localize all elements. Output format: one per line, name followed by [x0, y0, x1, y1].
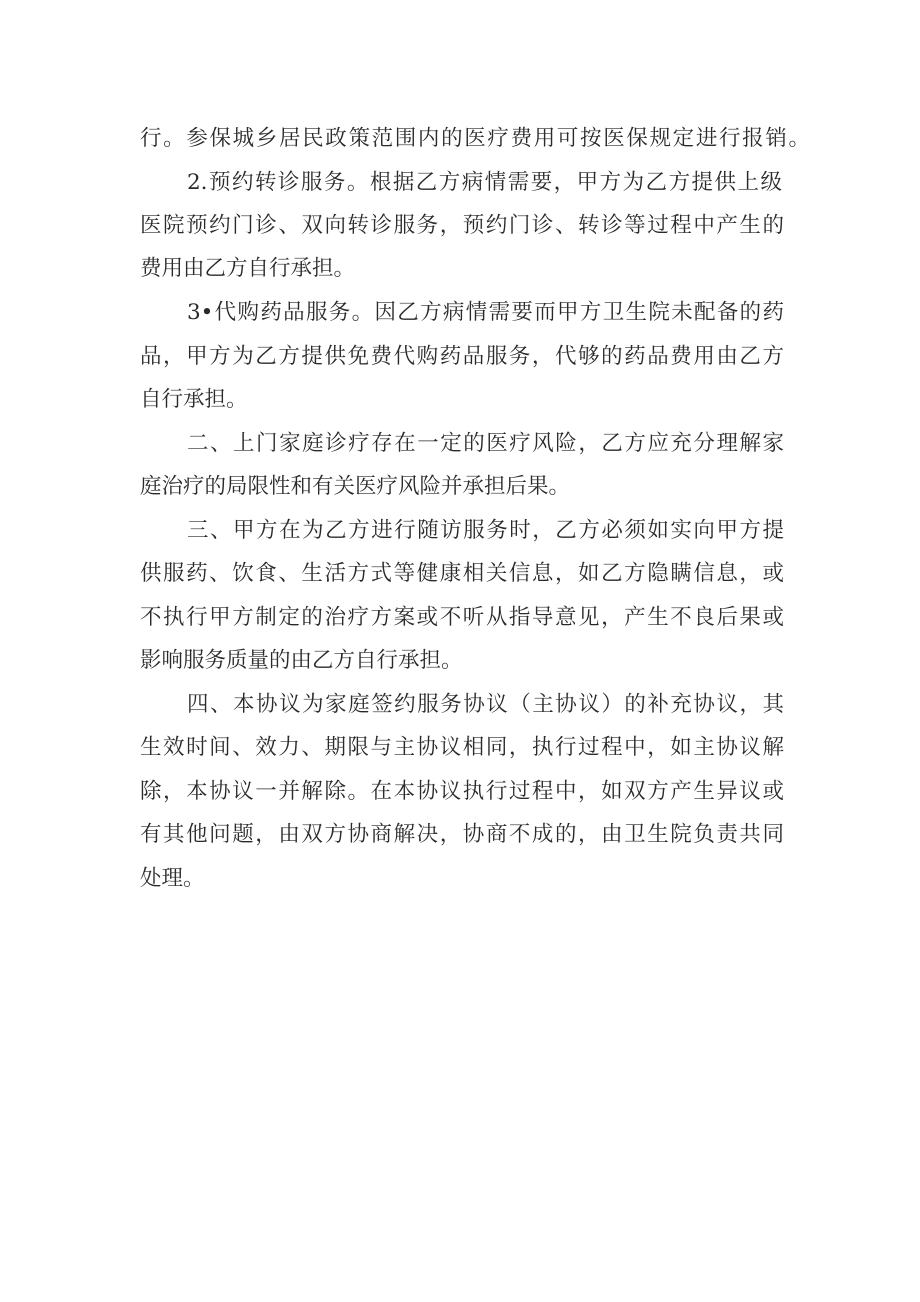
- text-line: 3•代购药品服务。因乙方病情需要而甲方卫生院未配备的药: [187, 300, 784, 325]
- text-line: 生效时间、效力、期限与主协议相同，执行过程中，如主协议解: [140, 735, 784, 760]
- text-line: 不执行甲方制定的治疗方案或不听从指导意见，产生不良后果或: [140, 605, 784, 630]
- text-line: 2.预约转诊服务。根据乙方病情需要，甲方为乙方提供上级: [187, 170, 782, 195]
- text-line: 医院预约门诊、双向转诊服务，预约门诊、转诊等过程中产生的: [140, 213, 784, 238]
- text-line: 庭治疗的局限性和有关医疗风险并承担后果。: [140, 474, 571, 499]
- text-line: 供服药、饮食、生活方式等健康相关信息，如乙方隐瞒信息，或: [140, 561, 784, 586]
- text-line: 有其他问题，由双方协商解决，协商不成的，由卫生院负责共同: [140, 822, 784, 847]
- text-line: 二、上门家庭诊疗存在一定的医疗风险，乙方应充分理解家: [187, 431, 784, 456]
- text-line: 影响服务质量的由乙方自行承担。: [140, 648, 463, 673]
- text-line: 费用由乙方自行承担。: [140, 256, 356, 281]
- text-line: 四、本协议为家庭签约服务协议（主协议）的补充协议，其: [187, 692, 784, 717]
- text-line: 品，甲方为乙方提供免费代购药品服务，代够的药品费用由乙方: [140, 344, 784, 369]
- text-line: 自行承担。: [140, 387, 248, 412]
- text-line: 行。参保城乡居民政策范围内的医疗费用可按医保规定进行报销。: [140, 126, 810, 151]
- text-line: 除，本协议一并解除。在本协议执行过程中，如双方产生异议或: [140, 779, 784, 804]
- text-line: 三、甲方在为乙方进行随访服务时，乙方必须如实向甲方提: [187, 518, 784, 543]
- text-line: 处理。: [140, 866, 205, 891]
